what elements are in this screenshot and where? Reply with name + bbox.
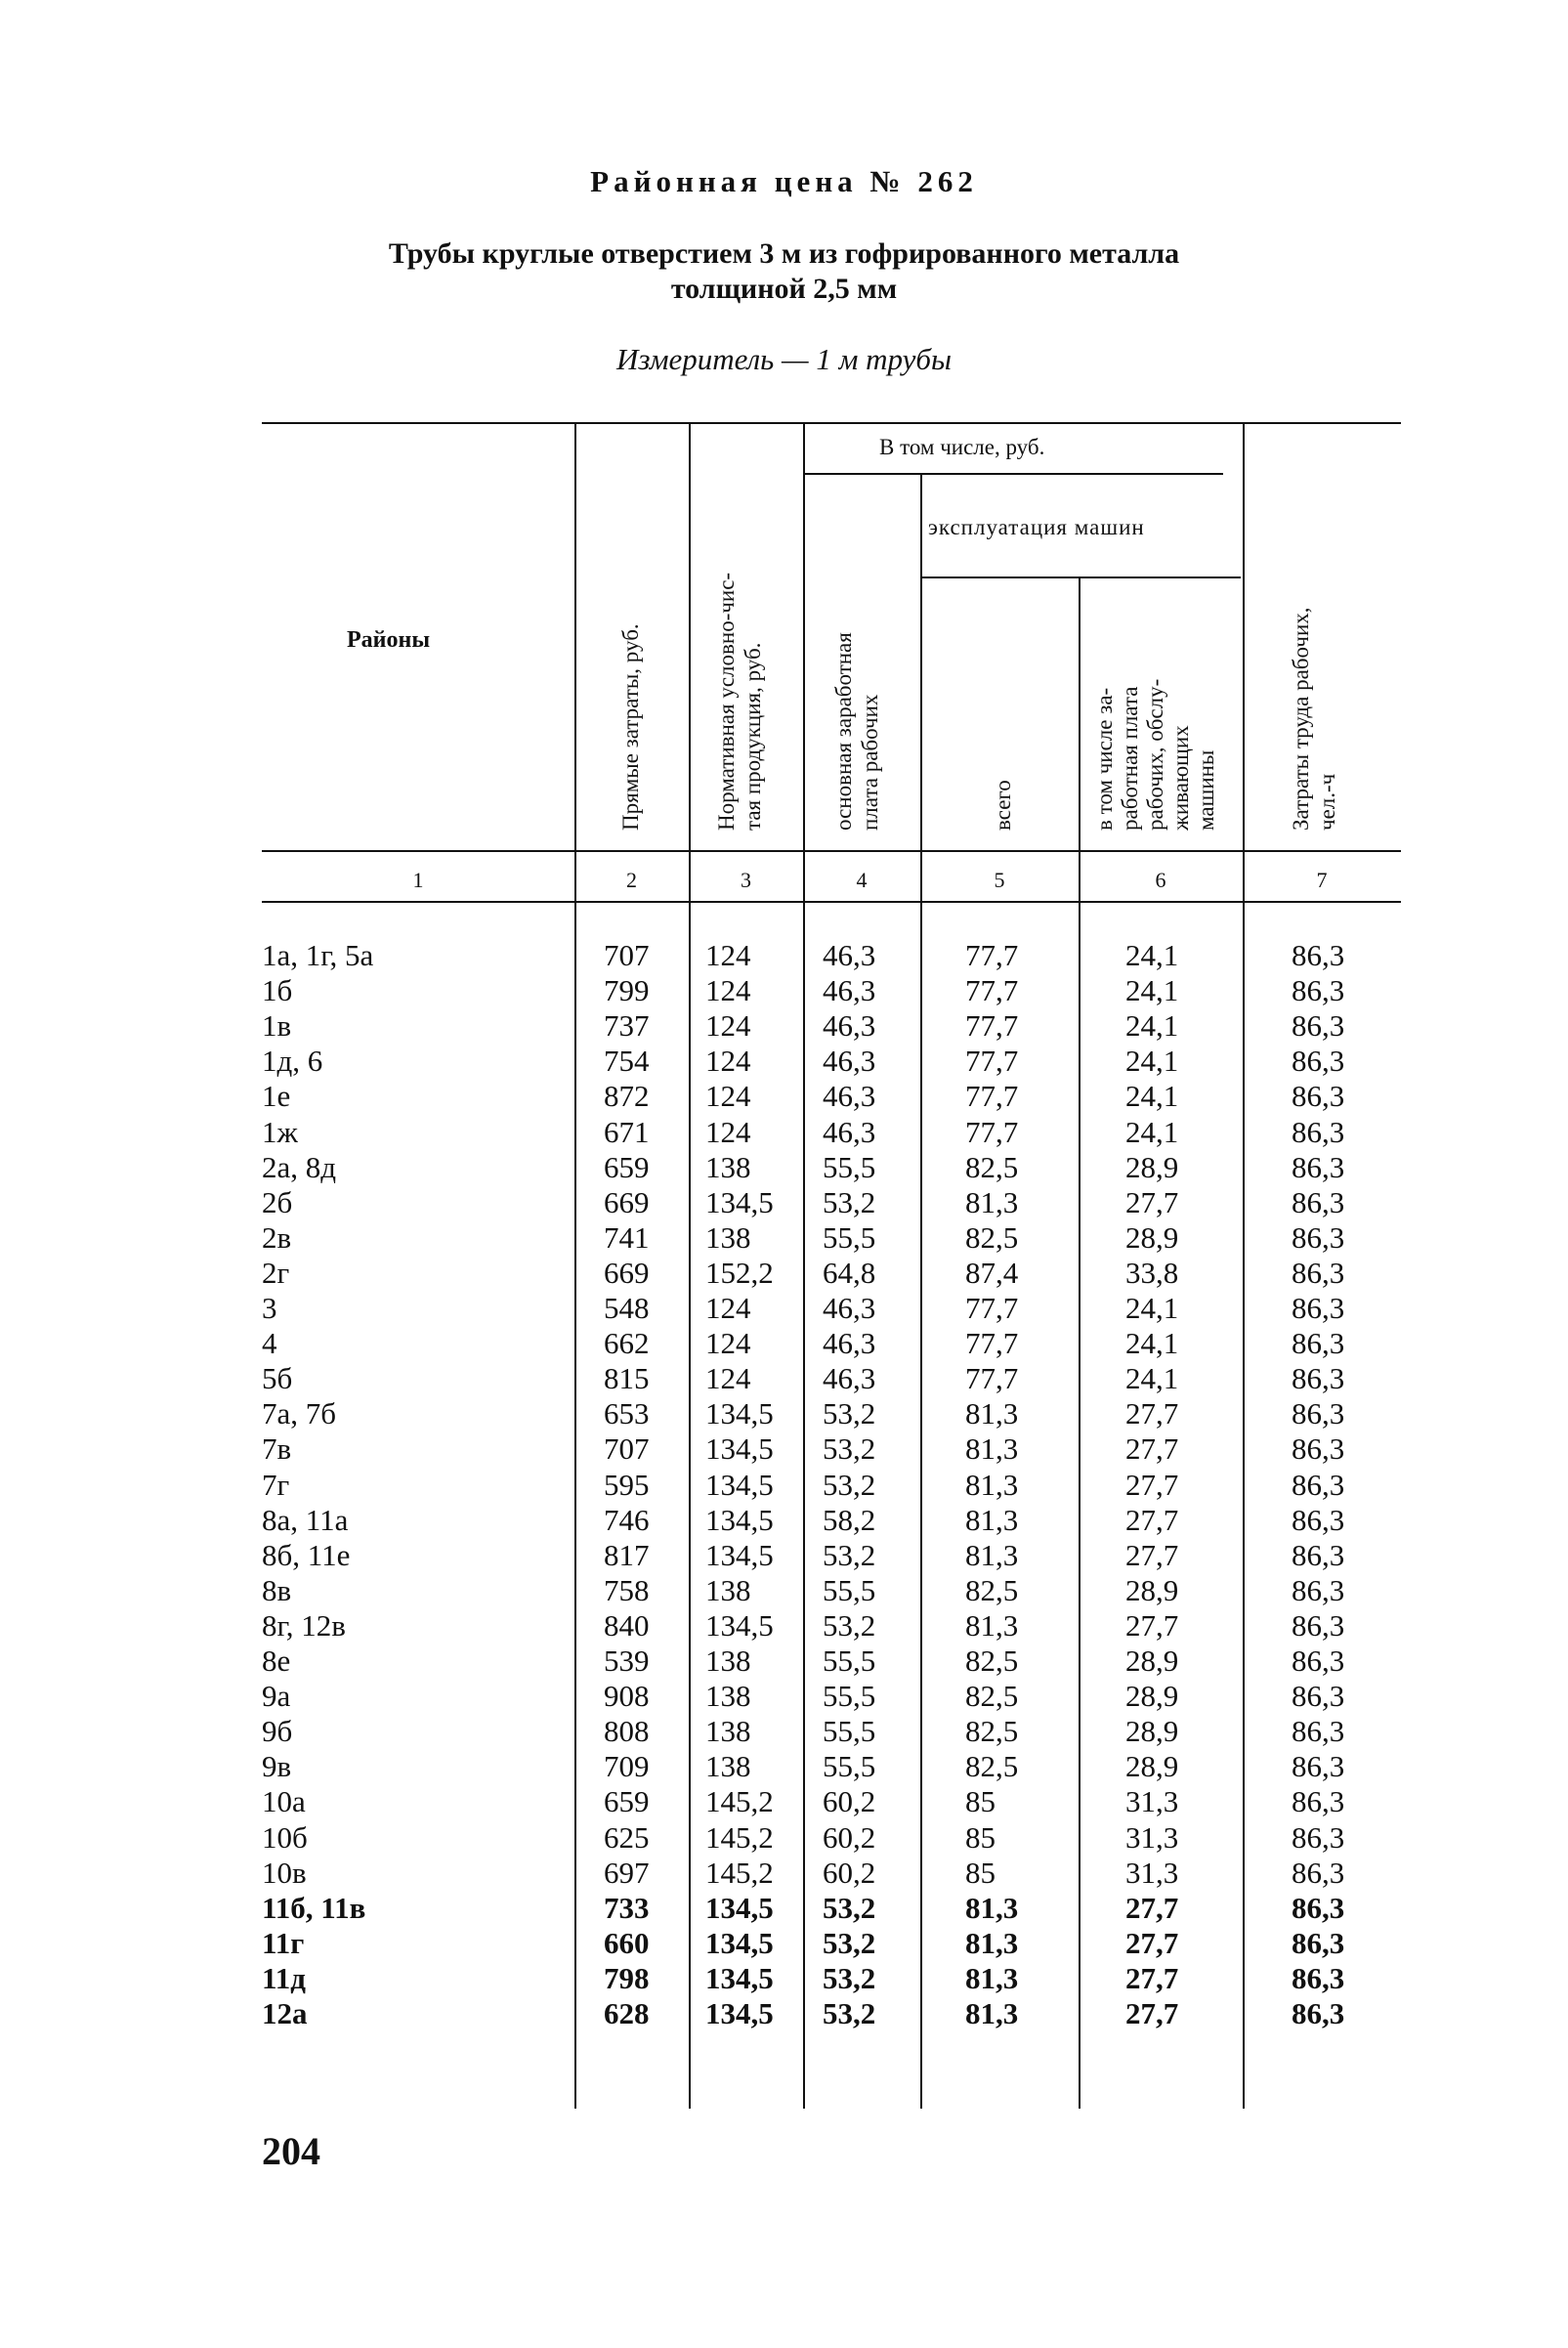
value-cell-col-7: 86,3 <box>1292 973 1345 1007</box>
value-cell-col-6: 24,1 <box>1125 1079 1179 1113</box>
value-cell-col-7: 86,3 <box>1292 1996 1345 2030</box>
value-cell-col-2: 653 <box>604 1396 650 1430</box>
value-cell-col-4: 53,2 <box>823 1468 876 1502</box>
value-cell-col-4: 55,5 <box>823 1644 876 1678</box>
region-cell: 4 <box>262 1326 277 1360</box>
value-cell-col-2: 671 <box>604 1115 650 1149</box>
value-cell-col-3: 145,2 <box>705 1820 774 1855</box>
value-cell-col-5: 81,3 <box>965 1996 1019 2030</box>
value-cell-col-4: 64,8 <box>823 1256 876 1290</box>
header-including: В том числе, руб. <box>879 435 1045 459</box>
value-cell-col-2: 625 <box>604 1820 650 1855</box>
value-cell-col-5: 82,5 <box>965 1220 1019 1255</box>
col-divider-1 <box>574 424 576 2109</box>
value-cell-col-4: 46,3 <box>823 1326 876 1360</box>
value-cell-col-2: 660 <box>604 1926 650 1960</box>
colnum-bottom-rule <box>262 901 1401 903</box>
value-cell-col-5: 81,3 <box>965 1538 1019 1572</box>
value-cell-col-3: 124 <box>705 1361 751 1395</box>
subtitle-line-2: толщиной 2,5 мм <box>670 273 898 305</box>
region-cell: 8в <box>262 1573 292 1607</box>
region-cell: 1в <box>262 1008 292 1043</box>
header-machine-wages: в том числе за- работная плата рабочих, обслу- живающих машины <box>1092 678 1218 831</box>
value-cell-col-4: 53,2 <box>823 1396 876 1430</box>
value-cell-col-7: 86,3 <box>1292 1361 1345 1395</box>
value-cell-col-4: 46,3 <box>823 1044 876 1078</box>
value-cell-col-2: 733 <box>604 1891 650 1925</box>
value-cell-col-5: 77,7 <box>965 1361 1019 1395</box>
value-cell-col-4: 53,2 <box>823 1926 876 1960</box>
value-cell-col-5: 82,5 <box>965 1573 1019 1607</box>
value-cell-col-4: 55,5 <box>823 1573 876 1607</box>
value-cell-col-3: 134,5 <box>705 1961 774 1995</box>
value-cell-col-2: 799 <box>604 973 650 1007</box>
region-cell: 2б <box>262 1185 293 1219</box>
region-cell: 1б <box>262 973 293 1007</box>
region-cell: 10б <box>262 1820 308 1855</box>
value-cell-col-7: 86,3 <box>1292 1644 1345 1678</box>
value-cell-col-4: 53,2 <box>823 1431 876 1466</box>
value-cell-col-4: 46,3 <box>823 973 876 1007</box>
column-number-1: 1 <box>412 868 424 892</box>
value-cell-col-5: 82,5 <box>965 1714 1019 1748</box>
value-cell-col-7: 86,3 <box>1292 1820 1345 1855</box>
value-cell-col-7: 86,3 <box>1292 1961 1345 1995</box>
value-cell-col-7: 86,3 <box>1292 1008 1345 1043</box>
col-divider-5 <box>1079 578 1081 2109</box>
value-cell-col-7: 86,3 <box>1292 1431 1345 1466</box>
value-cell-col-6: 24,1 <box>1125 1361 1179 1395</box>
column-number-4: 4 <box>856 868 868 892</box>
value-cell-col-5: 81,3 <box>965 1926 1019 1960</box>
region-cell: 5б <box>262 1361 293 1395</box>
value-cell-col-6: 33,8 <box>1125 1256 1179 1290</box>
machine-rule <box>920 576 1241 578</box>
value-cell-col-5: 77,7 <box>965 1115 1019 1149</box>
value-cell-col-2: 746 <box>604 1503 650 1537</box>
value-cell-col-6: 27,7 <box>1125 1503 1179 1537</box>
value-cell-col-2: 709 <box>604 1749 650 1783</box>
value-cell-col-7: 86,3 <box>1292 1679 1345 1713</box>
value-cell-col-3: 138 <box>705 1150 751 1184</box>
value-cell-col-2: 595 <box>604 1468 650 1502</box>
value-cell-col-2: 758 <box>604 1573 650 1607</box>
value-cell-col-7: 86,3 <box>1292 1749 1345 1783</box>
value-cell-col-6: 24,1 <box>1125 973 1179 1007</box>
value-cell-col-2: 798 <box>604 1961 650 1995</box>
value-cell-col-2: 548 <box>604 1291 650 1325</box>
value-cell-col-5: 77,7 <box>965 938 1019 972</box>
value-cell-col-7: 86,3 <box>1292 1784 1345 1818</box>
value-cell-col-6: 27,7 <box>1125 1926 1179 1960</box>
value-cell-col-4: 55,5 <box>823 1220 876 1255</box>
value-cell-col-4: 60,2 <box>823 1856 876 1890</box>
value-cell-col-5: 77,7 <box>965 1079 1019 1113</box>
value-cell-col-4: 58,2 <box>823 1503 876 1537</box>
value-cell-col-4: 60,2 <box>823 1820 876 1855</box>
value-cell-col-2: 737 <box>604 1008 650 1043</box>
value-cell-col-5: 77,7 <box>965 973 1019 1007</box>
value-cell-col-7: 86,3 <box>1292 1573 1345 1607</box>
value-cell-col-5: 81,3 <box>965 1608 1019 1643</box>
value-cell-col-3: 145,2 <box>705 1856 774 1890</box>
value-cell-col-4: 46,3 <box>823 1115 876 1149</box>
value-cell-col-7: 86,3 <box>1292 1468 1345 1502</box>
value-cell-col-2: 808 <box>604 1714 650 1748</box>
value-cell-col-3: 138 <box>705 1573 751 1607</box>
value-cell-col-3: 145,2 <box>705 1784 774 1818</box>
value-cell-col-4: 46,3 <box>823 938 876 972</box>
value-cell-col-4: 55,5 <box>823 1714 876 1748</box>
value-cell-col-5: 82,5 <box>965 1150 1019 1184</box>
value-cell-col-6: 28,9 <box>1125 1150 1179 1184</box>
value-cell-col-4: 55,5 <box>823 1749 876 1783</box>
value-cell-col-2: 669 <box>604 1256 650 1290</box>
value-cell-col-4: 46,3 <box>823 1291 876 1325</box>
header-base-wages: основная заработная плата рабочих <box>831 632 882 831</box>
value-cell-col-6: 27,7 <box>1125 1431 1179 1466</box>
value-cell-col-7: 86,3 <box>1292 1079 1345 1113</box>
value-cell-col-2: 659 <box>604 1150 650 1184</box>
region-cell: 8б, 11е <box>262 1538 351 1572</box>
value-cell-col-4: 53,2 <box>823 1185 876 1219</box>
region-cell: 9в <box>262 1749 292 1783</box>
value-cell-col-2: 539 <box>604 1644 650 1678</box>
value-cell-col-7: 86,3 <box>1292 1396 1345 1430</box>
value-cell-col-2: 628 <box>604 1996 650 2030</box>
region-cell: 8а, 11а <box>262 1503 349 1537</box>
value-cell-col-6: 24,1 <box>1125 938 1179 972</box>
value-cell-col-3: 134,5 <box>705 1185 774 1219</box>
column-number-6: 6 <box>1155 868 1166 892</box>
value-cell-col-3: 134,5 <box>705 1396 774 1430</box>
value-cell-col-3: 124 <box>705 1044 751 1078</box>
value-cell-col-6: 27,7 <box>1125 1961 1179 1995</box>
document-subtitle <box>0 236 1568 307</box>
region-cell: 2а, 8д <box>262 1150 337 1184</box>
region-cell: 9а <box>262 1679 291 1713</box>
value-cell-col-5: 82,5 <box>965 1644 1019 1678</box>
value-cell-col-4: 60,2 <box>823 1784 876 1818</box>
value-cell-col-5: 77,7 <box>965 1326 1019 1360</box>
value-cell-col-6: 27,7 <box>1125 1538 1179 1572</box>
value-cell-col-6: 31,3 <box>1125 1784 1179 1818</box>
value-cell-col-6: 27,7 <box>1125 1468 1179 1502</box>
column-number-3: 3 <box>741 868 751 892</box>
value-cell-col-7: 86,3 <box>1292 1503 1345 1537</box>
region-cell: 1а, 1г, 5а <box>262 938 374 972</box>
value-cell-col-5: 81,3 <box>965 1396 1019 1430</box>
value-cell-col-2: 707 <box>604 938 650 972</box>
value-cell-col-6: 28,9 <box>1125 1679 1179 1713</box>
region-cell: 8е <box>262 1644 291 1678</box>
value-cell-col-2: 872 <box>604 1079 650 1113</box>
value-cell-col-6: 27,7 <box>1125 1608 1179 1643</box>
region-cell: 2г <box>262 1256 290 1290</box>
value-cell-col-4: 46,3 <box>823 1008 876 1043</box>
region-cell: 3 <box>262 1291 277 1325</box>
document-title: Районная цена № 262 <box>590 164 978 198</box>
header-direct-costs: Прямые затраты, руб. <box>618 623 643 831</box>
value-cell-col-3: 124 <box>705 1079 751 1113</box>
value-cell-col-6: 31,3 <box>1125 1856 1179 1890</box>
value-cell-col-3: 138 <box>705 1679 751 1713</box>
value-cell-col-7: 86,3 <box>1292 1714 1345 1748</box>
value-cell-col-6: 24,1 <box>1125 1044 1179 1078</box>
region-cell: 7г <box>262 1468 290 1502</box>
value-cell-col-4: 53,2 <box>823 1891 876 1925</box>
value-cell-col-5: 81,3 <box>965 1503 1019 1537</box>
value-cell-col-6: 28,9 <box>1125 1644 1179 1678</box>
region-cell: 12а <box>262 1996 308 2030</box>
header-labor-costs: Затраты труда рабочих, чел.-ч <box>1289 607 1339 831</box>
value-cell-col-6: 28,9 <box>1125 1573 1179 1607</box>
value-cell-col-7: 86,3 <box>1292 1856 1345 1890</box>
value-cell-col-5: 82,5 <box>965 1679 1019 1713</box>
value-cell-col-6: 28,9 <box>1125 1220 1179 1255</box>
value-cell-col-3: 134,5 <box>705 1926 774 1960</box>
value-cell-col-5: 81,3 <box>965 1431 1019 1466</box>
value-cell-col-4: 55,5 <box>823 1150 876 1184</box>
header-regions: Районы <box>347 627 431 653</box>
value-cell-col-2: 817 <box>604 1538 650 1572</box>
region-cell: 10в <box>262 1856 307 1890</box>
header-normative-output: Нормативная условно-чис- тая продукция, руб. <box>714 572 765 831</box>
value-cell-col-7: 86,3 <box>1292 1044 1345 1078</box>
value-cell-col-3: 134,5 <box>705 1503 774 1537</box>
value-cell-col-6: 24,1 <box>1125 1291 1179 1325</box>
value-cell-col-3: 134,5 <box>705 1996 774 2030</box>
value-cell-col-7: 86,3 <box>1292 1150 1345 1184</box>
value-cell-col-5: 85 <box>965 1784 996 1818</box>
region-cell: 2в <box>262 1220 292 1255</box>
value-cell-col-7: 86,3 <box>1292 1926 1345 1960</box>
measure-unit: Измеритель — 1 м трубы <box>616 342 952 376</box>
column-number-2: 2 <box>626 868 637 892</box>
header-machine-operation: эксплуатация машин <box>928 515 1145 539</box>
value-cell-col-4: 53,2 <box>823 1538 876 1572</box>
value-cell-col-7: 86,3 <box>1292 1220 1345 1255</box>
value-cell-col-7: 86,3 <box>1292 1538 1345 1572</box>
value-cell-col-5: 85 <box>965 1820 996 1855</box>
value-cell-col-7: 86,3 <box>1292 1115 1345 1149</box>
col-divider-3 <box>803 424 805 2109</box>
col-divider-2 <box>689 424 691 2109</box>
value-cell-col-4: 53,2 <box>823 1996 876 2030</box>
value-cell-col-2: 669 <box>604 1185 650 1219</box>
region-cell: 11г <box>262 1926 305 1960</box>
value-cell-col-5: 82,5 <box>965 1749 1019 1783</box>
value-cell-col-3: 134,5 <box>705 1891 774 1925</box>
value-cell-col-7: 86,3 <box>1292 1256 1345 1290</box>
value-cell-col-3: 138 <box>705 1220 751 1255</box>
value-cell-col-3: 134,5 <box>705 1608 774 1643</box>
value-cell-col-4: 46,3 <box>823 1079 876 1113</box>
region-cell: 7а, 7б <box>262 1396 337 1430</box>
column-number-5: 5 <box>994 868 1005 892</box>
value-cell-col-6: 28,9 <box>1125 1714 1179 1748</box>
region-cell: 1е <box>262 1079 291 1113</box>
region-cell: 11д <box>262 1961 306 1995</box>
value-cell-col-5: 81,3 <box>965 1468 1019 1502</box>
value-cell-col-2: 697 <box>604 1856 650 1890</box>
value-cell-col-4: 46,3 <box>823 1361 876 1395</box>
region-cell: 11б, 11в <box>262 1891 366 1925</box>
value-cell-col-2: 754 <box>604 1044 650 1078</box>
value-cell-col-3: 124 <box>705 1291 751 1325</box>
col-divider-4 <box>920 475 922 2109</box>
value-cell-col-5: 77,7 <box>965 1008 1019 1043</box>
header-machine-total: всего <box>991 780 1015 831</box>
value-cell-col-6: 31,3 <box>1125 1820 1179 1855</box>
region-cell: 7в <box>262 1431 292 1466</box>
region-cell: 1ж <box>262 1115 298 1149</box>
value-cell-col-5: 81,3 <box>965 1891 1019 1925</box>
value-cell-col-6: 24,1 <box>1125 1115 1179 1149</box>
value-cell-col-4: 53,2 <box>823 1961 876 1995</box>
value-cell-col-5: 81,3 <box>965 1185 1019 1219</box>
value-cell-col-2: 707 <box>604 1431 650 1466</box>
value-cell-col-2: 659 <box>604 1784 650 1818</box>
value-cell-col-3: 138 <box>705 1749 751 1783</box>
value-cell-col-7: 86,3 <box>1292 1608 1345 1643</box>
column-number-7: 7 <box>1316 868 1328 892</box>
value-cell-col-7: 86,3 <box>1292 938 1345 972</box>
value-cell-col-7: 86,3 <box>1292 1326 1345 1360</box>
region-cell: 8г, 12в <box>262 1608 346 1643</box>
value-cell-col-3: 134,5 <box>705 1538 774 1572</box>
subtitle-line-1: Трубы круглые отверстием 3 м из гофрированного металла <box>388 237 1180 270</box>
value-cell-col-3: 124 <box>705 973 751 1007</box>
region-cell: 1д, 6 <box>262 1044 323 1078</box>
value-cell-col-7: 86,3 <box>1292 1185 1345 1219</box>
value-cell-col-5: 77,7 <box>965 1044 1019 1078</box>
value-cell-col-6: 28,9 <box>1125 1749 1179 1783</box>
value-cell-col-3: 124 <box>705 938 751 972</box>
region-cell: 9б <box>262 1714 293 1748</box>
value-cell-col-3: 124 <box>705 1008 751 1043</box>
value-cell-col-5: 87,4 <box>965 1256 1019 1290</box>
value-cell-col-6: 27,7 <box>1125 1185 1179 1219</box>
value-cell-col-3: 138 <box>705 1714 751 1748</box>
page-number: 204 <box>262 2129 320 2173</box>
table-top-rule <box>262 422 1401 424</box>
value-cell-col-2: 662 <box>604 1326 650 1360</box>
value-cell-col-2: 741 <box>604 1220 650 1255</box>
value-cell-col-3: 124 <box>705 1326 751 1360</box>
value-cell-col-3: 138 <box>705 1644 751 1678</box>
value-cell-col-6: 27,7 <box>1125 1996 1179 2030</box>
value-cell-col-3: 124 <box>705 1115 751 1149</box>
col-divider-6 <box>1243 424 1245 2109</box>
value-cell-col-6: 27,7 <box>1125 1891 1179 1925</box>
value-cell-col-2: 840 <box>604 1608 650 1643</box>
value-cell-col-7: 86,3 <box>1292 1891 1345 1925</box>
value-cell-col-4: 55,5 <box>823 1679 876 1713</box>
value-cell-col-5: 85 <box>965 1856 996 1890</box>
value-cell-col-5: 77,7 <box>965 1291 1019 1325</box>
value-cell-col-3: 134,5 <box>705 1431 774 1466</box>
value-cell-col-6: 24,1 <box>1125 1008 1179 1043</box>
value-cell-col-3: 134,5 <box>705 1468 774 1502</box>
value-cell-col-6: 27,7 <box>1125 1396 1179 1430</box>
value-cell-col-6: 24,1 <box>1125 1326 1179 1360</box>
region-cell: 10а <box>262 1784 306 1818</box>
value-cell-col-5: 81,3 <box>965 1961 1019 1995</box>
value-cell-col-2: 815 <box>604 1361 650 1395</box>
including-rule <box>803 473 1223 475</box>
value-cell-col-4: 53,2 <box>823 1608 876 1643</box>
value-cell-col-7: 86,3 <box>1292 1291 1345 1325</box>
value-cell-col-2: 908 <box>604 1679 650 1713</box>
value-cell-col-3: 152,2 <box>705 1256 774 1290</box>
header-bottom-rule <box>262 850 1401 852</box>
